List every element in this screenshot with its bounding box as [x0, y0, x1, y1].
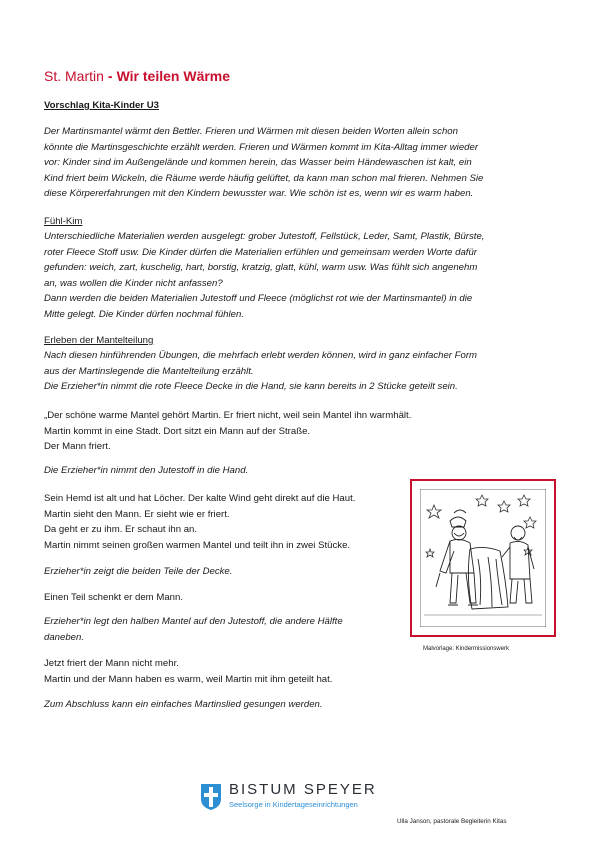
story-line: Da geht er zu ihm. Er schaut ihn an.: [44, 524, 198, 535]
story-line: Martin sieht den Mann. Er sieht wie er friert.: [44, 508, 230, 520]
fuehl-kim-paragraph: [44, 229, 556, 322]
story-line: „Der schöne warme Mantel gehört Martin. Er friert nicht, weil sein Mantel ihn warmhält.: [44, 410, 412, 421]
story-block-4: [44, 656, 556, 687]
erleben-line: aus der Martinslegende die Mantelteilung erzählt.: [44, 365, 254, 377]
instruction-line: Erzieher*in zeigt die beiden Teile der Decke.: [44, 566, 233, 577]
author-credit: Ulla Janson, pastorale Begleiterin Kitas: [397, 818, 507, 825]
document-subtitle: Vorschlag Kita-Kinder U3: [44, 100, 159, 111]
erleben-paragraph: [44, 348, 556, 395]
erleben-heading: Erleben der Mantelteilung: [44, 335, 154, 346]
story-line-3: [44, 590, 412, 606]
erleben-line: Nach diesen hinführenden Übungen, die mehrfach erlebt werden können, wird in ganz einfacher Form: [44, 350, 478, 361]
story-line: Jetzt friert der Mann nicht mehr.: [44, 658, 179, 669]
diocese-shield-icon: [200, 783, 222, 811]
title-main: Wir teilen Wärme: [116, 68, 231, 84]
instruction-2: [44, 564, 412, 580]
intro-line: Kind friert beim Wickeln, die Räume werde häufig gelüftet, da kann man schon mal frieren. Nehmen Sie: [44, 172, 484, 184]
story-line: Einen Teil schenkt er dem Mann.: [44, 592, 184, 603]
story-line: Martin und der Mann haben es warm, weil Martin mit ihm geteilt hat.: [44, 673, 333, 685]
instruction-line: Die Erzieher*in nimmt den Jutestoff in die Hand.: [44, 465, 249, 476]
erleben-line: Die Erzieher*in nimmt die rote Fleece Decke in die Hand, sie kann bereits in 2 Stücke geteilt sein.: [44, 381, 458, 392]
fuehl-kim-line: Dann werden die beiden Materialien Jutestoff und Fleece (möglichst rot wie der Martinsmantel) in die: [44, 293, 473, 304]
title-separator: -: [107, 68, 113, 84]
story-line: Sein Hemd ist alt und hat Löcher. Der kalte Wind geht direkt auf die Haut.: [44, 493, 356, 504]
st-martin-illustration: [410, 479, 556, 637]
fuehl-kim-line: roter Fleece Stoff usw. Die Kinder dürfen die Materialien erfühlen und gemeinsam werden Worte dafür: [44, 246, 478, 258]
fuehl-kim-line: an, was wollen die Kinder nicht anfassen?: [44, 277, 223, 289]
story-line: Der Mann friert.: [44, 441, 111, 452]
closing-text: Zum Abschluss kann ein einfaches Martinslied gesungen werden.: [44, 699, 323, 710]
fuehl-kim-heading: Fühl-Kim: [44, 216, 83, 227]
instruction-1: [44, 463, 556, 479]
story-line: Martin kommt in eine Stadt. Dort sitzt ein Mann auf der Straße.: [44, 425, 311, 437]
intro-line: Der Martinsmantel wärmt den Bettler. Frieren und Wärmen mit diesen beiden Worten allein schon: [44, 126, 458, 137]
fuehl-kim-line: Mitte gelegt. Die Kinder dürfen nochmal fühlen.: [44, 308, 244, 320]
logo-tagline: Seelsorge in Kindertageseinrichtungen: [229, 800, 358, 809]
instruction-line: daneben.: [44, 631, 85, 643]
instruction-line: Erzieher*in legt den halben Mantel auf den Jutestoff, die andere Hälfte: [44, 616, 343, 627]
fuehl-kim-line: Unterschiedliche Materialien werden ausgelegt: grober Jutestoff, Fellstück, Leder, Samt, Plastik, Bürste,: [44, 231, 485, 242]
page-title: [44, 68, 564, 84]
closing-line: [44, 697, 556, 713]
figure-caption: Malvorlage: Kindermissionswerk: [423, 646, 510, 652]
intro-line: vor: Kinder sind im Außengelände und kommen herein, das Wasser beim Händewaschen ist kalt, ein: [44, 157, 472, 168]
intro-line: könnte die Martinsgeschichte erzählt werden. Frieren und Wärmen kommt im Kita-Alltag immer wieder: [44, 141, 479, 153]
bistum-logo: [200, 781, 400, 817]
story-line: Martin nimmt seinen großen warmen Mantel und teilt ihn in zwei Stücke.: [44, 539, 351, 551]
coloring-picture: [420, 489, 546, 627]
title-prefix: St. Martin: [44, 68, 104, 84]
intro-line: diese Körpererfahrungen mit den Kindern bewusster war. Wie schön ist es, wenn wir es warm haben.: [44, 188, 474, 199]
intro-paragraph: [44, 124, 556, 202]
story-block-1: [44, 408, 556, 455]
fuehl-kim-line: gefunden: weich, zart, kuschelig, hart, borstig, kratzig, glatt, kühl, warm usw. Was fühlt sich angenehm: [44, 262, 478, 273]
story-block-2: [44, 491, 412, 553]
instruction-3: [44, 614, 412, 645]
logo-name: BISTUM SPEYER: [229, 781, 377, 798]
